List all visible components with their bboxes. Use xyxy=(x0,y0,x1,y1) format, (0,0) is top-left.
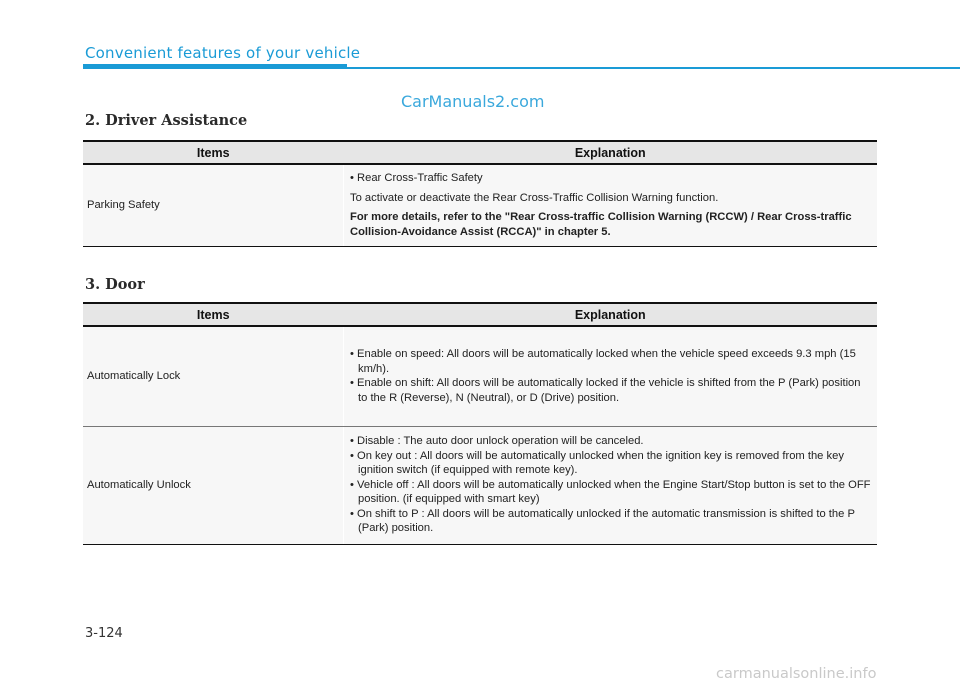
column-header-explanation: Explanation xyxy=(344,303,878,326)
header-rule xyxy=(83,67,960,69)
driver-assistance-title: 2. Driver Assistance xyxy=(85,112,248,129)
table-row xyxy=(83,164,877,246)
explanation-cell xyxy=(344,426,878,544)
explanation-bullet: • Vehicle off : All doors will be automatically unlocked when the Engine Start/Stop button is set to the OFF position. (if equipped with smart key) xyxy=(350,478,871,506)
door-title: 3. Door xyxy=(85,276,145,293)
driver-assistance-table xyxy=(83,140,877,247)
explanation-bullet: • Disable : The auto door unlock operation will be canceled. xyxy=(350,435,644,448)
explanation-bullet: • Enable on speed: All doors will be automatically locked when the vehicle speed exceeds 9.3 mph (15 km/h). xyxy=(350,348,856,375)
explanation-bullet: • On key out : All doors will be automatically unlocked when the ignition key is removed from the key ignition switch (if equipped with remote key). xyxy=(350,449,844,477)
section-header-title: Convenient features of your vehicle xyxy=(85,44,361,62)
page-number: 3-124 xyxy=(85,626,123,641)
table-header-row xyxy=(83,141,877,164)
table-row xyxy=(83,426,877,544)
item-cell: Parking Safety xyxy=(83,164,344,246)
door-table xyxy=(83,302,877,545)
watermark: CarManuals2.com xyxy=(401,92,545,111)
column-header-items: Items xyxy=(83,303,344,326)
explanation-note: For more details, refer to the "Rear Cross-traffic Collision Warning (RCCW) / Rear Cross-traffic Collision-Avoidance Assist (RCCA)" in chapter 5. xyxy=(350,211,852,238)
table-row xyxy=(83,326,877,426)
explanation-bullet: • Enable on shift: All doors will be automatically locked if the vehicle is shifted from the P (Park) position to the R (Reverse), N (Neutral), or D (Drive) position. xyxy=(350,377,861,404)
explanation-bullet: • Rear Cross-Traffic Safety xyxy=(350,172,483,185)
footer-watermark: carmanualsonline.info xyxy=(716,666,877,682)
column-header-items: Items xyxy=(83,141,344,164)
table-header-row xyxy=(83,303,877,326)
explanation-cell xyxy=(344,326,878,426)
explanation-text: To activate or deactivate the Rear Cross-Traffic Collision Warning function. xyxy=(350,191,719,204)
column-header-explanation: Explanation xyxy=(344,141,878,164)
explanation-bullet: • On shift to P : All doors will be automatically unlocked if the automatic transmission is shifted to the P (Park) position. xyxy=(350,507,855,535)
item-cell: Automatically Unlock xyxy=(83,426,344,544)
explanation-cell xyxy=(344,164,878,246)
item-cell: Automatically Lock xyxy=(83,326,344,426)
